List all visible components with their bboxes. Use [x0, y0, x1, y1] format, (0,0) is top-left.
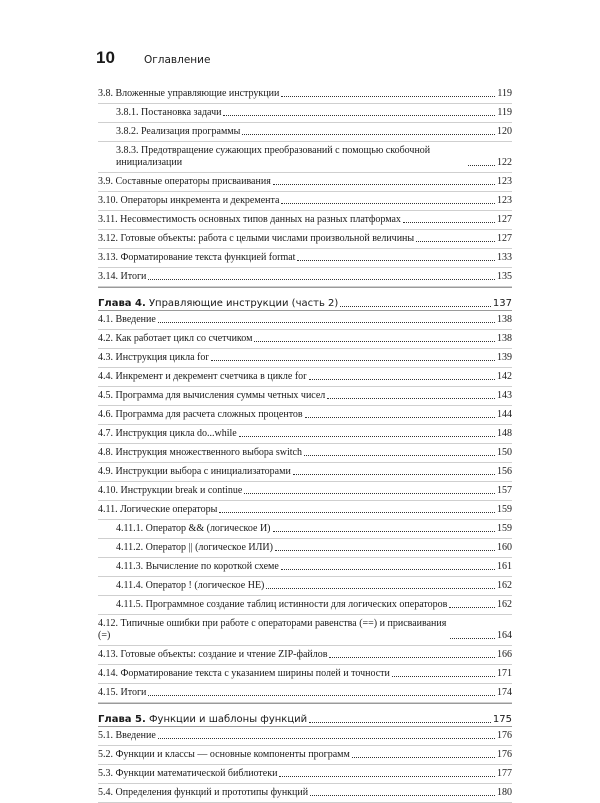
toc-entry-title: 4.7. Инструкция цикла do...while: [98, 428, 237, 439]
toc-entry[interactable]: [98, 311, 512, 330]
toc-page-number: 156: [497, 466, 512, 477]
toc-entry-title: 5.3. Функции математической библиотеки: [98, 768, 278, 779]
toc-entry-title: 4.12. Типичные ошибки при работе с операторами равенства (==) и присваивания (=): [98, 618, 447, 641]
dot-leader: [310, 795, 495, 796]
toc-entry-title: 5.2. Функции и классы — основные компоненты программ: [98, 749, 350, 760]
chapter-name: Функции и шаблоны функций: [148, 714, 308, 725]
toc-page-number: 166: [497, 649, 512, 660]
toc-entry[interactable]: [98, 746, 512, 765]
toc-entry-title: 4.3. Инструкция цикла for: [98, 352, 209, 363]
toc-entry[interactable]: [98, 665, 512, 684]
toc-page-number: 119: [497, 88, 512, 99]
toc-page-number: 159: [497, 504, 512, 515]
toc-entry[interactable]: [98, 501, 512, 520]
toc-page-number: 174: [497, 687, 512, 698]
toc-entry-title: 4.11.4. Оператор ! (логическое НЕ): [116, 580, 265, 591]
toc-entry[interactable]: [98, 615, 512, 646]
toc-entry-title: 4.8. Инструкция множественного выбора switch: [98, 447, 302, 458]
toc-entry[interactable]: [98, 406, 512, 425]
toc-entry[interactable]: [98, 173, 512, 192]
chapter-title: [98, 298, 338, 310]
toc-entry-title: 4.11.5. Программное создание таблиц истинности для логических операторов: [116, 599, 448, 610]
toc-entry-title: 4.6. Программа для расчета сложных процентов: [98, 409, 303, 420]
toc-entry[interactable]: [98, 211, 512, 230]
toc-entry[interactable]: [98, 577, 512, 596]
toc-entry[interactable]: [98, 520, 512, 539]
toc-page-number: 138: [497, 314, 512, 325]
dot-leader: [309, 379, 496, 380]
toc-entry[interactable]: [98, 558, 512, 577]
toc-page-number: 148: [497, 428, 512, 439]
toc-entry-title: 4.2. Как работает цикл со счетчиком: [98, 333, 253, 344]
dot-leader: [449, 607, 495, 608]
dot-leader: [329, 657, 495, 658]
dot-leader: [279, 776, 495, 777]
toc-page-number: 143: [497, 390, 512, 401]
toc-page-number: 157: [497, 485, 512, 496]
dot-leader: [352, 757, 495, 758]
dot-leader: [281, 203, 495, 204]
toc-page-number: 162: [497, 580, 512, 591]
toc-entry[interactable]: [98, 444, 512, 463]
toc-entry[interactable]: [98, 482, 512, 501]
toc-entry[interactable]: [98, 463, 512, 482]
dot-leader: [327, 398, 495, 399]
toc-page-number: 160: [497, 542, 512, 553]
chapter-name: Управляющие инструкции (часть 2): [148, 298, 339, 309]
toc-page-number: 171: [497, 668, 512, 679]
toc-page-number: 162: [497, 599, 512, 610]
toc-entry-title: 4.11.2. Оператор || (логическое ИЛИ): [116, 542, 273, 553]
dot-leader: [450, 638, 495, 639]
dot-leader: [148, 279, 495, 280]
toc-chapter-heading[interactable]: [98, 703, 512, 727]
dot-leader: [281, 569, 495, 570]
dot-leader: [239, 436, 495, 437]
toc-entry-title: 4.1. Введение: [98, 314, 156, 325]
toc-entry-title: 4.14. Форматирование текста с указанием ширины полей и точности: [98, 668, 390, 679]
dot-leader: [158, 738, 495, 739]
toc-entry[interactable]: [98, 596, 512, 615]
dot-leader: [244, 493, 495, 494]
dot-leader: [305, 417, 495, 418]
chapter-label: Глава 4.: [98, 298, 146, 309]
dot-leader: [293, 474, 495, 475]
toc-page-number: 180: [497, 787, 512, 798]
toc-entry-title: 3.11. Несовместимость основных типов данных на разных платформах: [98, 214, 401, 225]
dot-leader: [340, 306, 491, 307]
running-title: Оглавление: [144, 54, 211, 66]
toc-entry[interactable]: [98, 123, 512, 142]
toc-entry-title: 4.15. Итоги: [98, 687, 147, 698]
toc-entry[interactable]: [98, 684, 512, 703]
page-number: 10: [96, 48, 115, 67]
toc-page-number: 127: [497, 233, 512, 244]
toc-entry-title: 4.11.3. Вычисление по короткой схеме: [116, 561, 279, 572]
toc-page-number: 127: [497, 214, 512, 225]
toc-page-number: 177: [497, 768, 512, 779]
toc-entry-title: 4.9. Инструкции выбора с инициализаторами: [98, 466, 291, 477]
toc-entry[interactable]: [98, 368, 512, 387]
toc-entry-title: 5.1. Введение: [98, 730, 156, 741]
dot-leader: [273, 531, 495, 532]
toc-entry[interactable]: [98, 349, 512, 368]
toc-page-number: 123: [497, 195, 512, 206]
page-header: [96, 48, 210, 68]
toc-page-number: 122: [497, 157, 512, 168]
toc-entry[interactable]: [98, 784, 512, 803]
toc-entry-title: 3.13. Форматирование текста функцией format: [98, 252, 296, 263]
toc-entry[interactable]: [98, 425, 512, 444]
dot-leader: [211, 360, 495, 361]
toc-entry[interactable]: [98, 727, 512, 746]
toc-entry[interactable]: [98, 539, 512, 558]
toc-entry[interactable]: [98, 268, 512, 287]
toc-entry-title: 3.12. Готовые объекты: работа с целыми числами произвольной величины: [98, 233, 415, 244]
toc-page-number: 150: [497, 447, 512, 458]
chapter-title: [98, 714, 307, 726]
toc-entry-title: 3.8.1. Постановка задачи: [116, 107, 222, 118]
dot-leader: [468, 165, 495, 166]
toc-page-number: 135: [497, 271, 512, 282]
table-of-contents: [98, 85, 512, 803]
toc-entry[interactable]: [98, 104, 512, 123]
toc-entry-title: 3.10. Операторы инкремента и декремента: [98, 195, 280, 206]
toc-entry-title: 3.8.3. Предотвращение сужающих преобразований с помощью скобочной инициализации: [116, 145, 431, 168]
toc-page-number: 142: [497, 371, 512, 382]
dot-leader: [309, 722, 491, 723]
dot-leader: [254, 341, 495, 342]
toc-entry[interactable]: [98, 142, 512, 173]
dot-leader: [242, 134, 495, 135]
dot-leader: [392, 676, 495, 677]
dot-leader: [273, 184, 495, 185]
dot-leader: [275, 550, 495, 551]
toc-page-number: 176: [497, 749, 512, 760]
toc-page-number: 138: [497, 333, 512, 344]
toc-entry-title: 4.11. Логические операторы: [98, 504, 218, 515]
toc-page-number: 175: [492, 714, 512, 725]
toc-entry-title: 3.8. Вложенные управляющие инструкции: [98, 88, 280, 99]
toc-page-number: 139: [497, 352, 512, 363]
toc-entry-title: 4.11.1. Оператор && (логическое И): [116, 523, 271, 534]
dot-leader: [223, 115, 495, 116]
toc-entry[interactable]: [98, 646, 512, 665]
toc-entry[interactable]: [98, 330, 512, 349]
toc-page-number: 176: [497, 730, 512, 741]
toc-entry-title: 4.13. Готовые объекты: создание и чтение ZIP-файлов: [98, 649, 328, 660]
toc-page-number: 164: [497, 630, 512, 641]
dot-leader: [219, 512, 495, 513]
toc-page-number: 161: [497, 561, 512, 572]
toc-entry[interactable]: [98, 387, 512, 406]
toc-entry[interactable]: [98, 230, 512, 249]
toc-entry-title: 4.5. Программа для вычисления суммы четных чисел: [98, 390, 326, 401]
dot-leader: [158, 322, 495, 323]
dot-leader: [148, 695, 495, 696]
toc-entry[interactable]: [98, 192, 512, 211]
dot-leader: [281, 96, 495, 97]
dot-leader: [416, 241, 495, 242]
toc-page-number: 123: [497, 176, 512, 187]
chapter-label: Глава 5.: [98, 714, 146, 725]
dot-leader: [304, 455, 495, 456]
toc-entry[interactable]: [98, 765, 512, 784]
toc-page-number: 144: [497, 409, 512, 420]
toc-entry-title: 3.9. Составные операторы присваивания: [98, 176, 271, 187]
toc-page-number: 120: [497, 126, 512, 137]
toc-entry-title: 5.4. Определения функций и прототипы функций: [98, 787, 309, 798]
dot-leader: [297, 260, 495, 261]
toc-page-number: 159: [497, 523, 512, 534]
toc-page-number: 119: [497, 107, 512, 118]
toc-page-number: 137: [492, 298, 512, 309]
dot-leader: [266, 588, 495, 589]
toc-entry-title: 3.8.2. Реализация программы: [116, 126, 241, 137]
toc-chapter-heading[interactable]: [98, 287, 512, 311]
toc-entry[interactable]: [98, 249, 512, 268]
dot-leader: [403, 222, 495, 223]
toc-entry-title: 4.10. Инструкции break и continue: [98, 485, 243, 496]
toc-entry[interactable]: [98, 85, 512, 104]
toc-entry-title: 3.14. Итоги: [98, 271, 147, 282]
toc-page-number: 133: [497, 252, 512, 263]
toc-entry-title: 4.4. Инкремент и декремент счетчика в цикле for: [98, 371, 307, 382]
